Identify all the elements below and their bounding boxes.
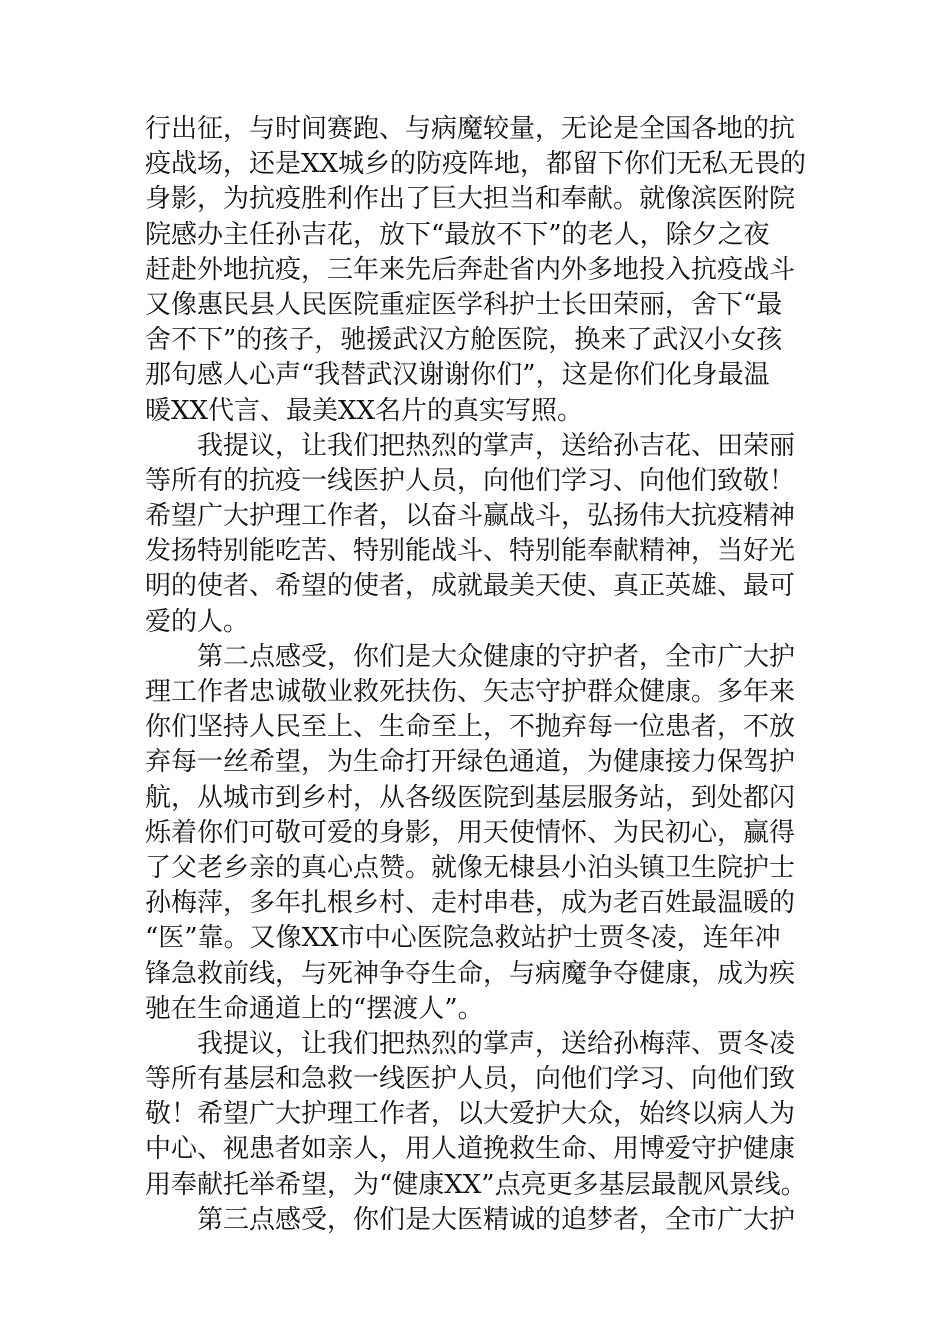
text-line: 院感办主任孙吉花，放下“最放不下”的老人，除夕之夜 [145, 219, 770, 250]
text-line: 锋急救前线，与死神争夺生命，与病魔争夺健康，成为疾 [145, 958, 796, 989]
body-text [145, 112, 809, 1238]
text-line: 疫战场，还是XX城乡的防疫阵地，都留下你们无私无畏的 [145, 149, 807, 180]
text-line: 发扬特别能吃苦、特别能战斗、特别能奉献精神，当好光 [145, 536, 796, 567]
paragraph-start-line: 第二点感受，你们是大众健康的守护者，全市广大护 [197, 641, 796, 672]
text-line: 赶赴外地抗疫，三年来先后奔赴省内外多地投入抗疫战斗 [145, 254, 796, 285]
text-line: 爱的人。 [145, 606, 250, 637]
text-line: 驰在生命通道上的“摆渡人”。 [145, 993, 484, 1024]
text-line: 烁着你们可敬可爱的身影，用天使情怀、为民初心，赢得 [145, 817, 796, 848]
text-line: 你们坚持人民至上、生命至上，不抛弃每一位患者，不放 [145, 712, 796, 743]
text-line: 理工作者忠诚敬业救死扶伤、矢志守护群众健康。多年来 [145, 677, 796, 707]
text-line: 孙梅萍，多年扎根乡村、走村串巷，成为老百姓最温暖的 [145, 888, 796, 919]
text-line: 弃每一丝希望，为生命打开绿色通道，为健康接力保驾护 [145, 747, 796, 778]
text-line: 了父老乡亲的真心点赞。就像无棣县小泊头镇卫生院护士 [145, 852, 796, 883]
text-line: 明的使者、希望的使者，成就最美天使、真正英雄、最可 [145, 571, 796, 602]
text-line: 航，从城市到乡村，从各级医院到基层服务站，到处都闪 [145, 782, 796, 813]
text-line: 舍不下”的孩子，驰援武汉方舱医院，换来了武汉小女孩 [145, 325, 783, 356]
text-line: 希望广大护理工作者，以奋斗赢战斗，弘扬伟大抗疫精神 [145, 501, 796, 532]
text-line: 用奉献托举希望，为“健康XX”点亮更多基层最靓风景线。 [145, 1169, 807, 1200]
text-line: 身影，为抗疫胜利作出了巨大担当和奉献。就像滨医附院 [145, 184, 796, 215]
text-line: 敬！希望广大护理工作者，以大爱护大众，始终以病人为 [145, 1099, 796, 1130]
paragraph-start-line: 我提议，让我们把热烈的掌声，送给孙吉花、田荣丽 [197, 430, 796, 461]
text-line: 又像惠民县人民医院重症医学科护士长田荣丽，舍下“最 [145, 289, 783, 320]
text-line: 等所有基层和急救一线医护人员，向他们学习、向他们致 [145, 1064, 796, 1095]
text-line: 那句感人心声“我替武汉谢谢你们”，这是你们化身最温 [145, 360, 770, 391]
text-line: 暖XX代言、最美XX名片的真实写照。 [145, 395, 584, 426]
text-line: “医”靠。又像XX市中心医院急救站护士贾冬凌，连年冲 [145, 923, 781, 954]
text-line: 中心、视患者如亲人，用人道挽救生命、用博爱守护健康 [145, 1134, 796, 1165]
text-line: 等所有的抗疫一线医护人员，向他们学习、向他们致敬！ [145, 465, 796, 496]
text-line: 行出征，与时间赛跑、与病魔较量，无论是全国各地的抗 [145, 114, 796, 144]
paragraph-start-line: 我提议，让我们把热烈的掌声，送给孙梅萍、贾冬凌 [197, 1028, 796, 1059]
paragraph-start-line: 第三点感受，你们是大医精诚的追梦者，全市广大护 [197, 1204, 796, 1235]
